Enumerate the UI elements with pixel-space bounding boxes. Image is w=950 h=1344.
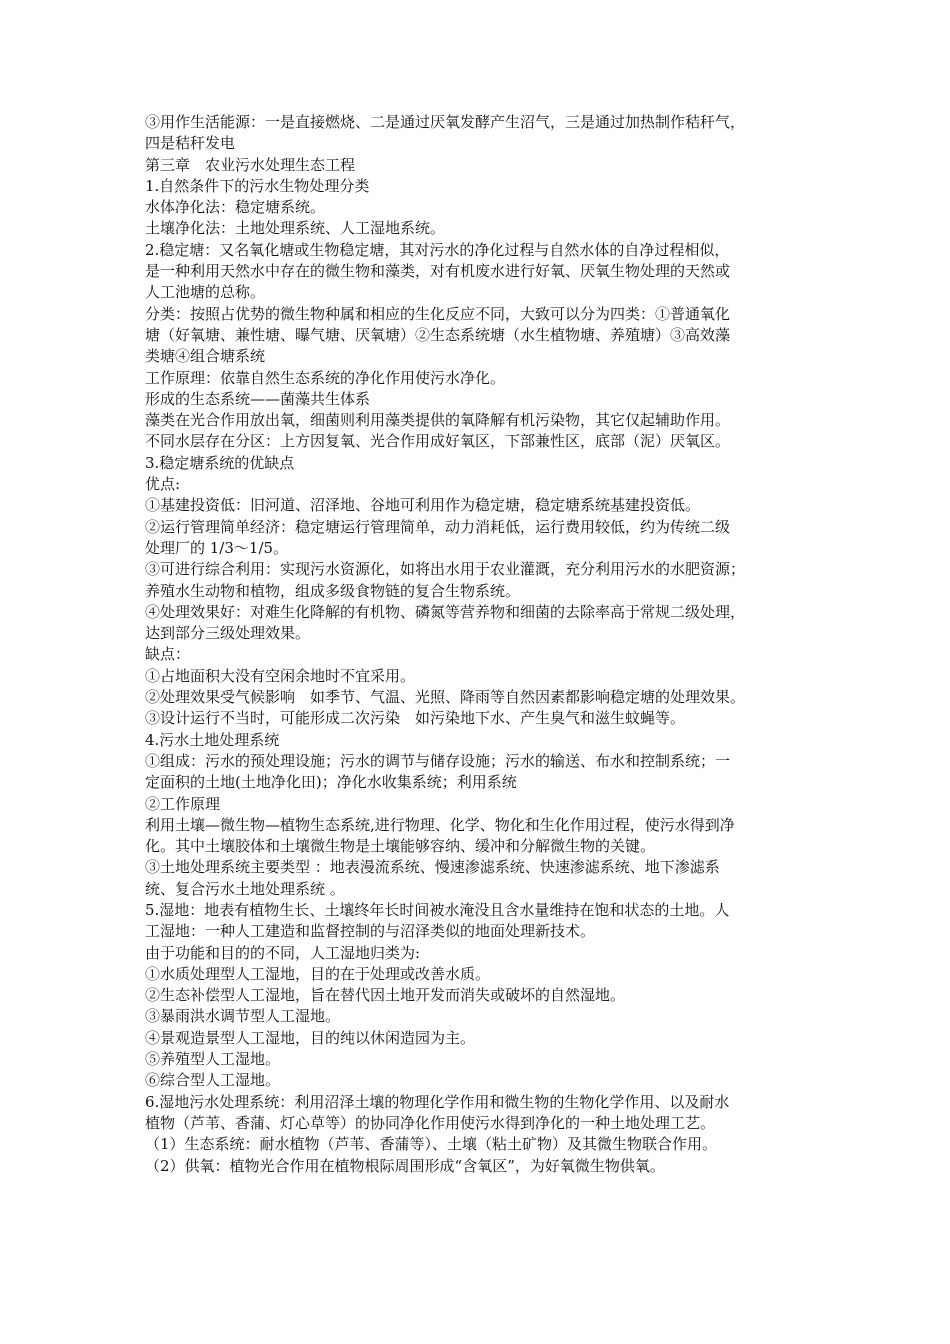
- text-line: 达到部分三级处理效果。: [145, 624, 311, 643]
- text-line: 藻类在光合作用放出氧，细菌则利用藻类提供的氧降解有机污染物，其它仅起辅助作用。: [145, 411, 731, 430]
- section-heading: 4.污水土地处理系统: [145, 730, 280, 749]
- text-line: （1）生态系统：耐水植物（芦苇、香蒲等）、土壤（粘土矿物）及其微生物联合作用。: [145, 1135, 718, 1154]
- text-line: 分类：按照占优势的微生物种属和相应的生化反应不同，大致可以分为四类：①普通氧化: [145, 304, 731, 323]
- text-line: 水体净化法：稳定塘系统。: [145, 198, 326, 217]
- text-line: ④处理效果好：对难生化降解的有机物、磷氮等营养物和细菌的去除率高于常规二级处理，: [145, 602, 746, 621]
- text-line: 定面积的土地(土地净化田)；净化水收集系统；利用系统: [145, 773, 517, 792]
- text-line: ②生态补偿型人工湿地，旨在替代因土地开发而消失或破坏的自然湿地。: [145, 986, 626, 1005]
- text-line: ①水质处理型人工湿地，目的在于处理或改善水质。: [145, 964, 491, 983]
- text-line: ②运行管理简单经济：稳定塘运行管理简单，动力消耗低，运行费用较低，约为传统二级: [145, 517, 731, 536]
- text-line: 2.稳定塘：又名氧化塘或生物稳定塘，其对污水的净化过程与自然水体的自净过程相似，: [145, 240, 730, 259]
- text-line: ②处理效果受气候影响 如季节、气温、光照、降雨等自然因素都影响稳定塘的处理效果。: [145, 688, 746, 707]
- document-page: [145, 112, 817, 1177]
- text-line: ③暴雨洪水调节型人工湿地。: [145, 1007, 341, 1026]
- chapter-heading: 第三章 农业污水处理生态工程: [145, 155, 356, 174]
- section-heading: 1.自然条件下的污水生物处理分类: [145, 176, 370, 195]
- text-line: 利用土壤—微生物—植物生态系统,进行物理、化学、物化和生化作用过程，使污水得到净: [145, 815, 735, 834]
- text-line: 四是秸秆发电: [145, 134, 236, 153]
- text-line: 类塘④组合塘系统: [145, 347, 266, 366]
- text-line: 由于功能和目的的不同，人工湿地归类为:: [145, 943, 421, 962]
- text-line: 缺点：: [145, 645, 191, 664]
- text-line: 工作原理：依靠自然生态系统的净化作用使污水净化。: [145, 368, 506, 387]
- text-line: 人工池塘的总称。: [145, 283, 266, 302]
- text-line: 优点:: [145, 475, 181, 494]
- text-line: ①组成：污水的预处理设施；污水的调节与储存设施；污水的输送、布水和控制系统；一: [145, 751, 731, 770]
- text-line: ①基建投资低：旧河道、沼泽地、谷地可利用作为稳定塘，稳定塘系统基建投资低。: [145, 496, 701, 515]
- text-line: 形成的生态系统——菌藻共生体系: [145, 389, 371, 408]
- text-line: 塘（好氧塘、兼性塘、曝气塘、厌氧塘）②生态系统塘（水生植物塘、养殖塘）③高效藻: [145, 325, 731, 344]
- text-line: 养殖水生动物和植物，组成多级食物链的复合生物系统。: [145, 581, 521, 600]
- text-line: ⑥综合型人工湿地。: [145, 1071, 281, 1090]
- text-line: ①占地面积大没有空闲余地时不宜采用。: [145, 666, 416, 685]
- section-heading: 6.湿地污水处理系统：利用沼泽土壤的物理化学作用和微生物的生物化学作用、以及耐水: [145, 1092, 730, 1111]
- text-line: 处理厂的 1/3～1/5。: [145, 538, 289, 557]
- text-line: 不同水层存在分区：上方因复氧、光合作用成好氧区，下部兼性区，底部（泥）厌氧区。: [145, 432, 731, 451]
- text-line: 土壤净化法：土地处理系统、人工湿地系统。: [145, 219, 446, 238]
- text-line: 化。其中土壤胶体和土壤微生物是土壤能够容纳、缓冲和分解微生物的关键。: [145, 837, 656, 856]
- text-line: 统、复合污水土地处理系统 。: [145, 879, 345, 898]
- text-line: 植物（芦苇、香蒲、灯心草等）的协同净化作用使污水得到净化的一种土地处理工艺。: [145, 1113, 716, 1132]
- text-line: ③土地处理系统主要类型 ：地表漫流系统、慢速渗滤系统、快速渗滤系统、地下渗滤系: [145, 858, 720, 877]
- text-line: ②工作原理: [145, 794, 221, 813]
- text-line: ③用作生活能源：一是直接燃烧、二是通过厌氧发酵产生沼气，三是通过加热制作秸秆气，: [145, 113, 746, 131]
- section-heading: 5.湿地：地表有植物生长、土壤终年长时间被水淹没且含水量维持在饱和状态的土地。人: [145, 900, 730, 919]
- section-heading: 3.稳定塘系统的优缺点: [145, 453, 295, 472]
- text-line: 工湿地：一种人工建造和监督控制的与沼泽类似的地面处理新技术。: [145, 922, 596, 941]
- text-line: ③可进行综合利用：实现污水资源化，如将出水用于农业灌溉，充分利用污水的水肥资源；: [145, 560, 746, 579]
- text-line: ④景观造景型人工湿地，目的纯以休闲造园为主。: [145, 1028, 476, 1047]
- text-line: ③设计运行不当时，可能形成二次污染 如污染地下水、产生臭气和滋生蚊蝇等。: [145, 709, 686, 728]
- text-line: 是一种利用天然水中存在的微生物和藻类，对有机废水进行好氧、厌氧生物处理的天然或: [145, 262, 731, 281]
- text-line: （2）供氧：植物光合作用在植物根际周围形成“含氧区”，为好氧微生物供氧。: [145, 1156, 665, 1175]
- text-line: ⑤养殖型人工湿地。: [145, 1050, 281, 1069]
